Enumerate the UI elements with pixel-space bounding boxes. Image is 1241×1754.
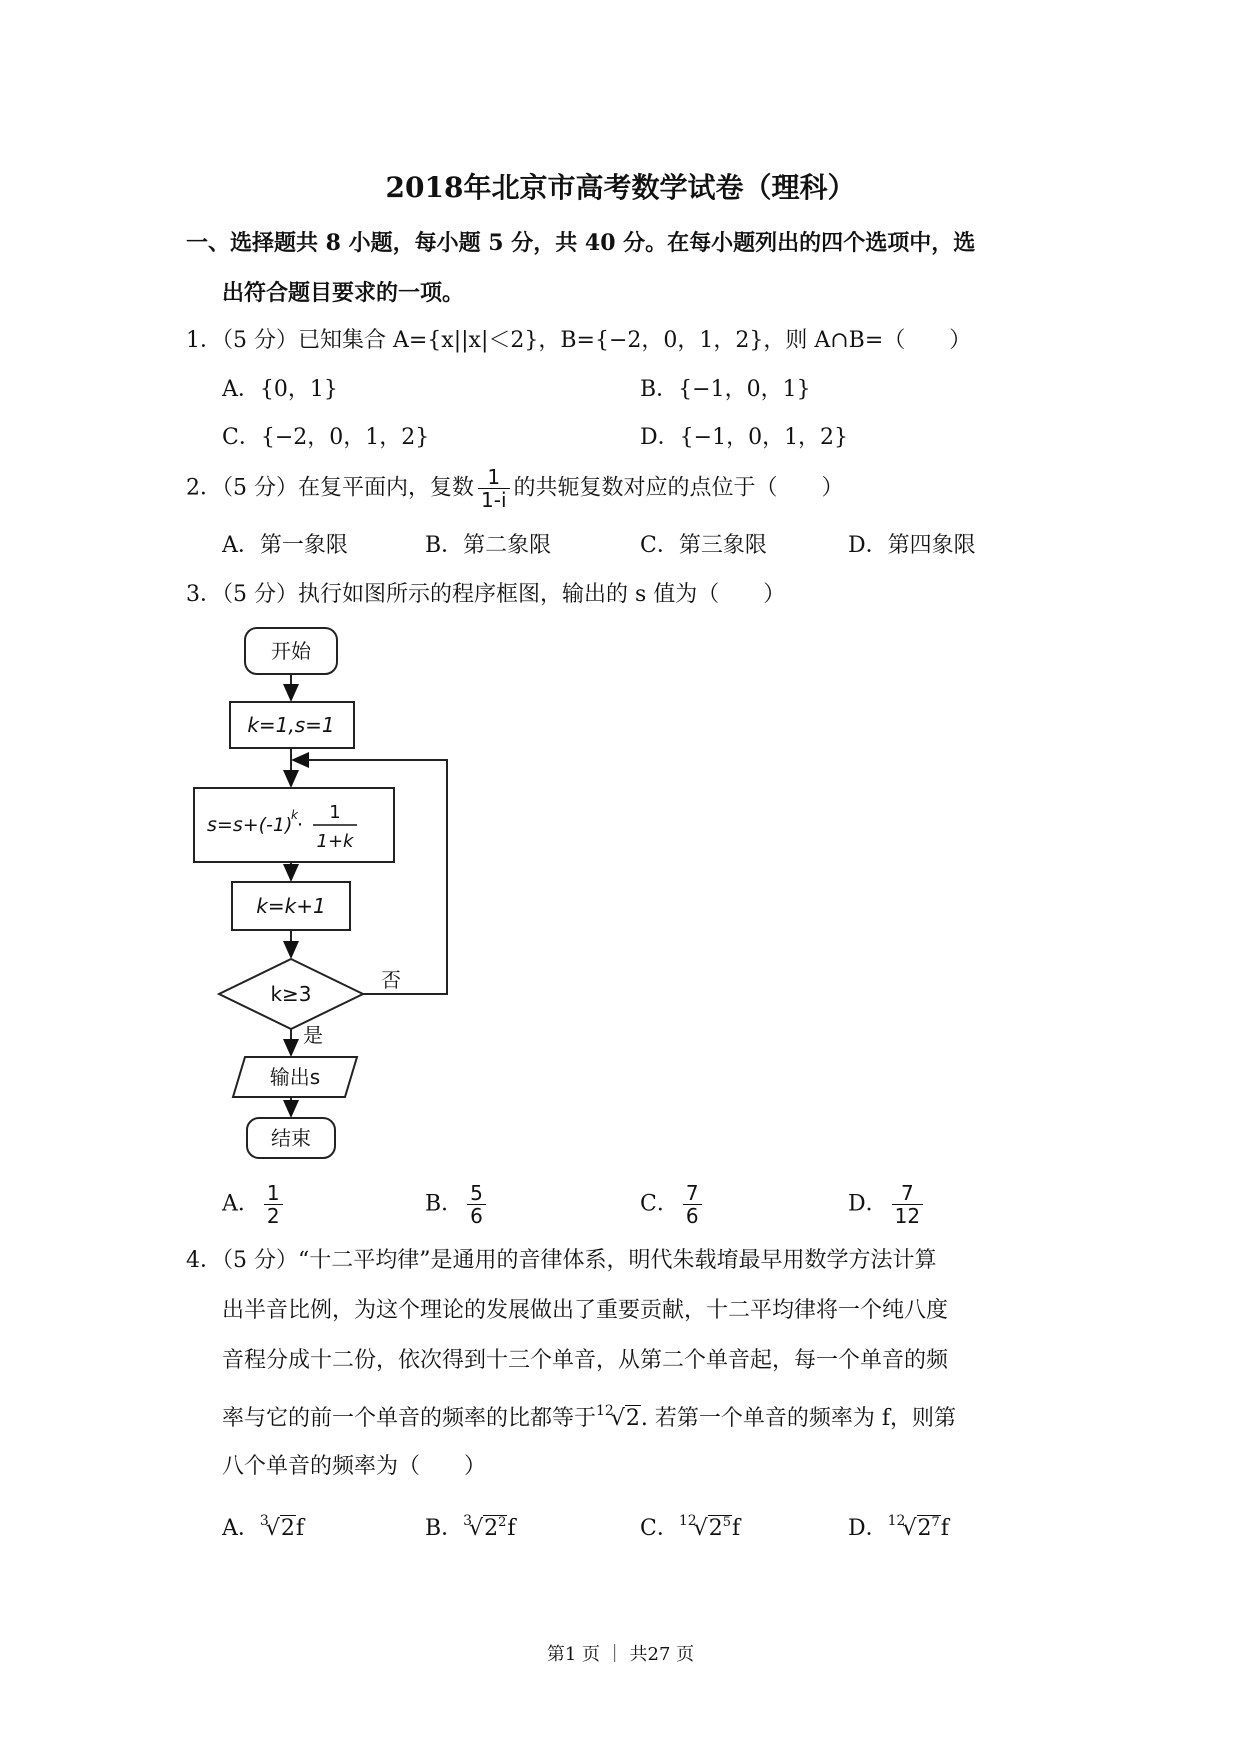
q3-option-a-frac: $\frac{1}{2}$ (264, 1182, 283, 1227)
flow-assign-dot: · (297, 814, 304, 836)
q3-option-b-frac: $\frac{5}{6}$ (467, 1182, 486, 1227)
q4-line3: 音程分成十二份，依次得到十三个单音，从第二个单音起，每一个单音的频 (222, 1348, 949, 1373)
q2-stem-before: 2．（5 分）在复平面内，复数 (186, 475, 474, 501)
q4-option-a: A．$^3$√2f (222, 1513, 304, 1541)
flow-assign-exp: k (291, 808, 298, 822)
q1-option-c: C．{−2，0，1，2} (222, 425, 430, 450)
q2-stem (186, 466, 844, 511)
q3-option-c-frac: $\frac{7}{6}$ (683, 1182, 702, 1227)
q4-option-b: B．$^3√2^2f$ (425, 1513, 516, 1541)
q3-option-b: B． $\frac{5}{6}$ (425, 1182, 490, 1227)
q3-option-c: C． $\frac{7}{6}$ (640, 1182, 706, 1227)
q3-option-a: A． $\frac{1}{2}$ (222, 1182, 287, 1227)
q4-line4: 率与它的前一个单音的频率的比都等于$^{12}$√2. 若第一个单音的频率为 f，则第 (222, 1403, 956, 1431)
q1-option-a: A．{0，1} (222, 377, 338, 402)
q2-option-a: A．第一象限 (222, 533, 348, 558)
flow-init-label: k=1,s=1 (247, 713, 335, 737)
q2-option-d: D．第四象限 (848, 533, 976, 558)
q4-line5: 八个单音的频率为（ ） (222, 1454, 487, 1479)
flow-cond-label: k≥3 (270, 982, 312, 1006)
page-footer: 第1 页 ｜ 共27 页 (546, 1644, 695, 1665)
flow-start-label: 开始 (271, 639, 311, 663)
flow-incr-label: k=k+1 (256, 894, 326, 918)
section-heading-line2: 出符合题目要求的一项。 (222, 280, 465, 306)
flow-end-label: 结束 (271, 1126, 311, 1150)
q4-line2: 出半音比例，为这个理论的发展做出了重要贡献，十二平均律将一个纯八度 (222, 1298, 949, 1323)
q2-stem-after: 的共轭复数对应的点位于（ ） (513, 475, 844, 501)
q2-option-b: B．第二象限 (425, 533, 552, 558)
q1-option-d: D．{−1，0，1，2} (640, 425, 849, 450)
q1-stem: 1．（5 分）已知集合 A={x||x|＜2}，B={−2，0，1，2}，则 A∩B=（ ） (186, 328, 972, 353)
q4-line1: 4．（5 分）“十二平均律”是通用的音律体系，明代朱载堉最早用数学方法计算 (186, 1248, 937, 1273)
flow-yes-label: 是 (303, 1023, 323, 1047)
q4-option-c: C．$^{12}√2^5f$ (640, 1513, 741, 1541)
q3-flowchart (185, 620, 475, 1160)
flow-assign-left: s=s+(-1) (207, 814, 293, 836)
q1-option-b: B．{−1，0，1} (640, 377, 811, 402)
q2-fraction (478, 466, 510, 511)
q4-root: $^{12}$√2 (596, 1403, 640, 1431)
q2-frac-num: 1 (478, 466, 510, 489)
q3-stem: 3．（5 分）执行如图所示的程序框图，输出的 s 值为（ ） (186, 582, 786, 607)
q2-frac-den: 1-i (481, 488, 507, 512)
flow-assign-num: 1 (329, 802, 341, 823)
q3-option-d: D． $\frac{7}{12}$ (848, 1182, 927, 1227)
q4-option-d: D．$^{12}√2^7f$ (848, 1513, 949, 1541)
page-title: 2018年北京市高考数学试卷（理科） (385, 171, 856, 204)
q2-option-c: C．第三象限 (640, 533, 767, 558)
flow-output-label: 输出s (269, 1065, 321, 1089)
flow-no-label: 否 (381, 968, 401, 992)
flow-assign-den: 1+k (316, 831, 354, 852)
q3-option-d-frac: $\frac{7}{12}$ (892, 1182, 923, 1227)
section-heading-line1: 一、选择题共 8 小题，每小题 5 分，共 40 分。在每小题列出的四个选项中，选 (186, 230, 976, 256)
